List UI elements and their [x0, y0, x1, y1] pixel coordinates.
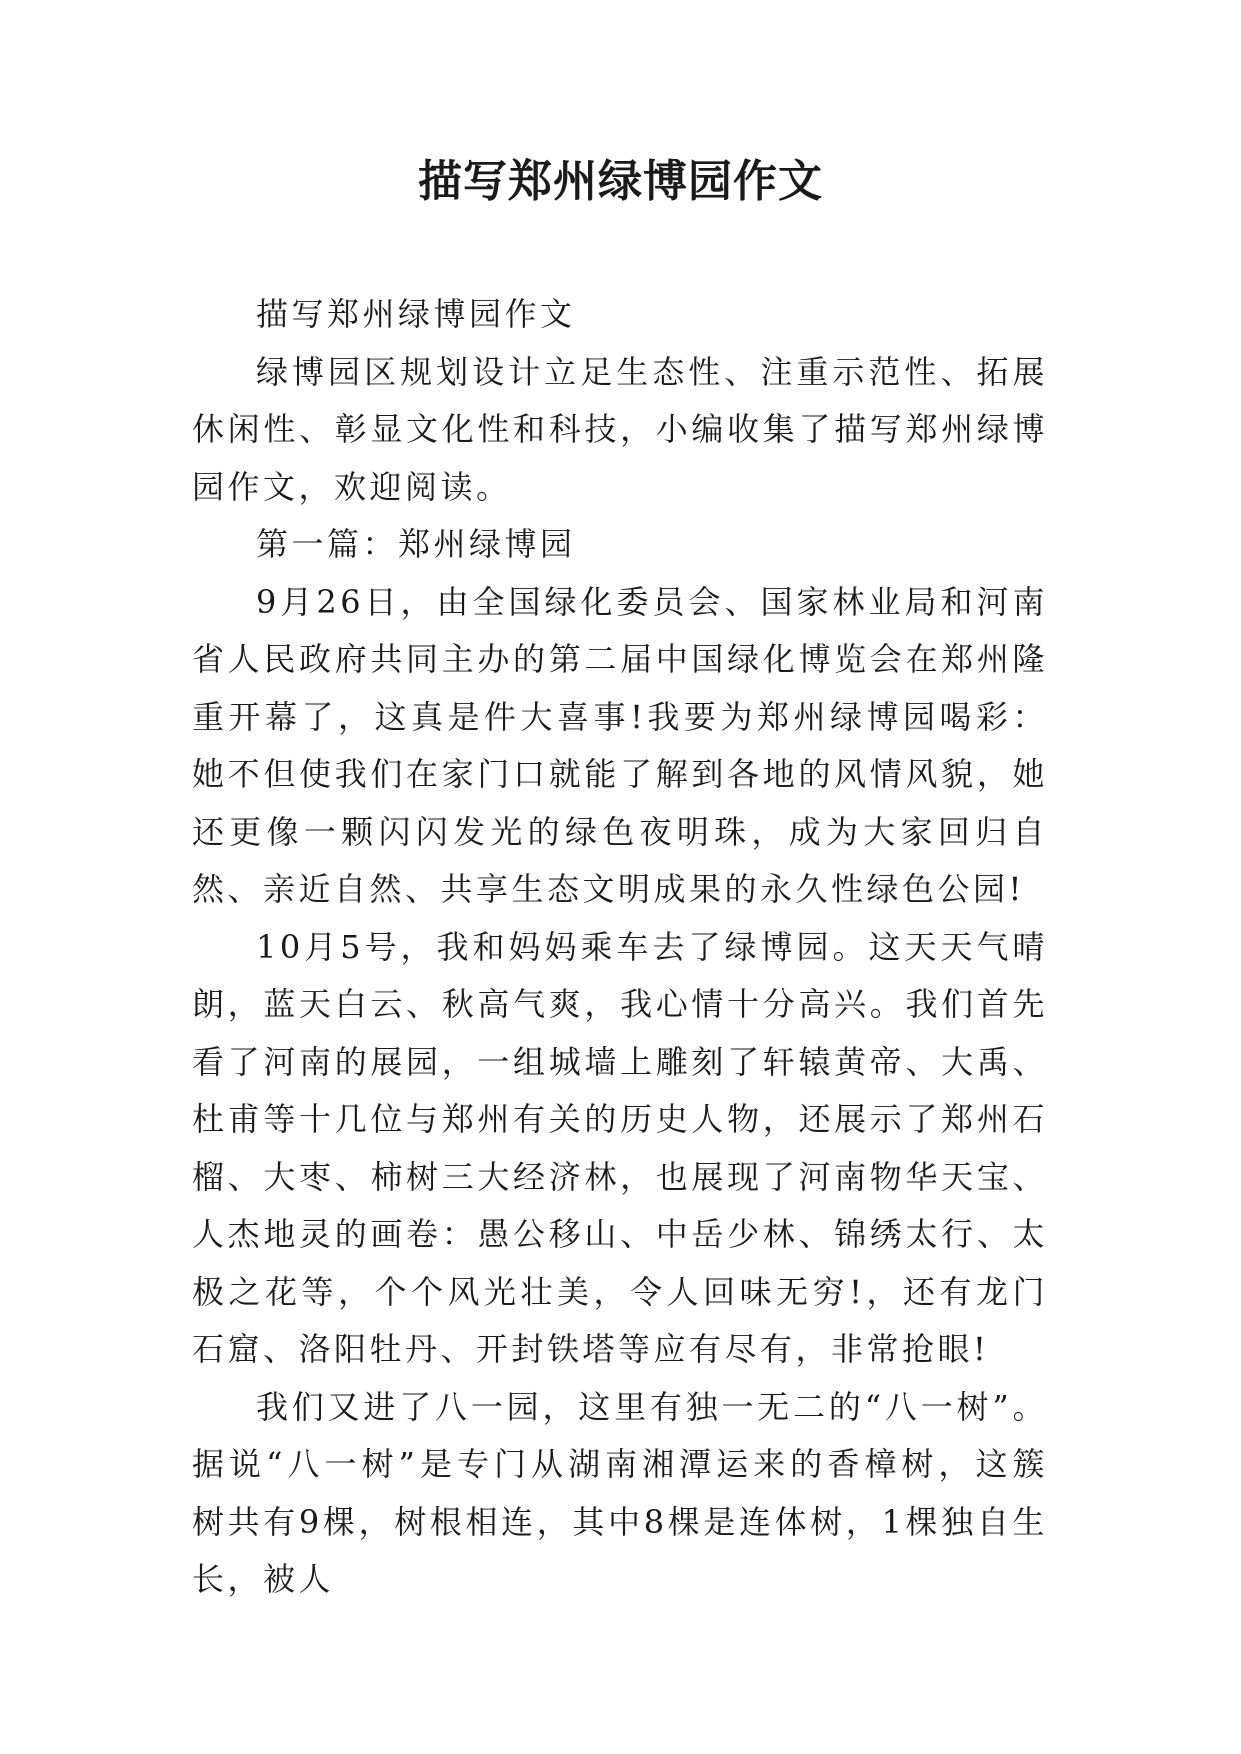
paragraph-body: 9月26日，由全国绿化委员会、国家林业局和河南省人民政府共同主办的第二届中国绿化博览会在郑州隆重开幕了，这真是件大喜事!我要为郑州绿博园喝彩：她不但使我们在家门口就能了解到各地的风情风貌，她还更像一颗闪闪发光的绿色夜明珠，成为大家回归自然、亲近自然、共享生态文明成果的永久性绿色公园!	[192, 582, 1048, 908]
paragraph-intro: 绿博园区规划设计立足生态性、注重示范性、拓展休闲性、彰显文化性和科技，小编收集了描写郑州绿博园作文，欢迎阅读。	[192, 352, 1048, 506]
paragraph-section-heading: 第一篇：郑州绿博园	[256, 525, 576, 563]
paragraph-body: 10月5号，我和妈妈乘车去了绿博园。这天天气晴朗，蓝天白云、秋高气爽，我心情十分高兴。我们首先看了河南的展园，一组城墙上雕刻了轩辕黄帝、大禹、杜甫等十几位与郑州有关的历史人物，还展示了郑州石榴、大枣、柿树三大经济林，也展现了河南物华天宝、人杰地灵的画卷：愚公移山、中岳少林、锦绣太行、太极之花等，个个风光壮美，令人回味无穷!，还有龙门石窟、洛阳牡丹、开封铁塔等应有尽有，非常抢眼!	[192, 927, 1048, 1368]
document-body	[192, 286, 1048, 1609]
paragraph-subtitle: 描写郑州绿博园作文	[256, 295, 576, 333]
paragraph-body: 我们又进了八一园，这里有独一无二的“八一树”。据说“八一树”是专门从湖南湘潭运来的香樟树，这簇树共有9棵，树根相连，其中8棵是连体树，1棵独自生长，被人	[192, 1387, 1048, 1598]
document-title: 描写郑州绿博园作文	[418, 156, 823, 207]
